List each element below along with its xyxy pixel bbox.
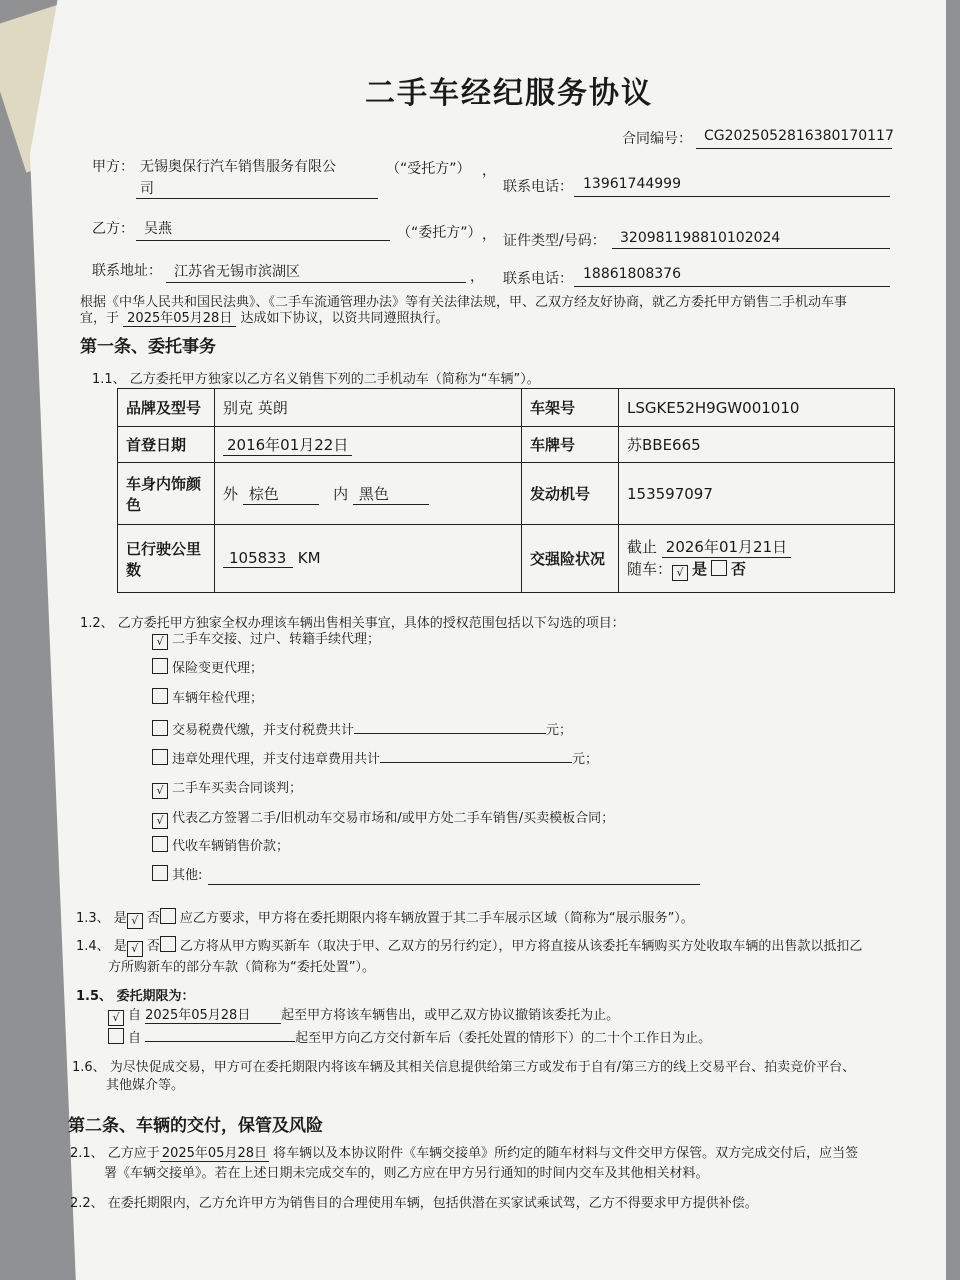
- clause-2-2: 2.2、 在委托期限内，乙方允许甲方为销售目的合理使用车辆，包括供潜在买家试乘试驾，乙方不得要求甲方提供补偿。: [70, 1196, 758, 1211]
- option-checkbox[interactable]: [152, 688, 168, 704]
- clause-2-1-prefix: 2.1、 乙方应于: [70, 1146, 160, 1161]
- party-b-label: 乙方：: [92, 221, 134, 237]
- option-label: 二手车交接、过户、转籍手续代理；: [172, 632, 381, 647]
- option-list-item: [152, 864, 202, 883]
- option-list-item: [152, 628, 380, 650]
- clause-1-3-no: 否: [146, 911, 160, 926]
- color-label: 车身内饰颜色: [118, 463, 215, 525]
- option-list-item: [152, 746, 598, 767]
- plate-label: 车牌号: [522, 427, 619, 463]
- color-cell: [215, 463, 522, 525]
- document-title: 二手车经纪服务协议: [365, 76, 653, 111]
- clause-2-1: [70, 1142, 858, 1162]
- party-a-phone-label: 联系电话：: [503, 179, 573, 195]
- other-blank-line[interactable]: [208, 884, 700, 885]
- yes-checkbox[interactable]: √: [672, 565, 688, 581]
- term-start-blank[interactable]: [145, 1025, 295, 1042]
- mileage-cell: [215, 525, 522, 593]
- mileage-unit: KM: [297, 549, 321, 567]
- clause-1-4-yes: 1.4、 是: [76, 939, 127, 954]
- vin-value: LSGKE52H9GW001010: [619, 389, 895, 427]
- option-checkbox[interactable]: √: [152, 813, 168, 829]
- option-suffix: 元；: [546, 723, 573, 738]
- engine-value: 153597097: [619, 463, 895, 525]
- comma-a: ，: [482, 163, 496, 179]
- clause-2-1-cont: 署《车辆交接单》。若在上述日期未完成交车的，则乙方应在甲方另行通知的时间内交车及其他相关材料。: [104, 1166, 709, 1181]
- clause-1-4-text: 乙方将从甲方购买新车（取决于甲、乙双方的另行约定），甲方将直接从该委托车辆购买方处收取车辆的出售款以抵扣乙: [179, 939, 863, 954]
- party-a-phone-underline: [574, 196, 890, 197]
- insurance-cell: [619, 525, 895, 593]
- intro-date: 2025年05月28日: [123, 307, 236, 327]
- intro-line-2: [80, 307, 448, 327]
- option-list-item: [152, 807, 614, 829]
- option-list-item: [152, 777, 302, 799]
- option-list-item: [152, 687, 263, 706]
- clause-2-1-date: 2025年05月28日: [160, 1142, 269, 1162]
- party-a-phone: 13961744999: [583, 176, 681, 192]
- term-option-1: [108, 1004, 619, 1026]
- option-label: 代表乙方签署二手/旧机动车交易市场和/或甲方处二手车销售/买卖模板合同；: [172, 811, 615, 826]
- party-a-name-cont: 司: [140, 181, 154, 197]
- option-checkbox[interactable]: [152, 749, 168, 765]
- option-list-item: [152, 657, 263, 676]
- table-row: [118, 525, 895, 593]
- no-label: 否: [731, 560, 747, 578]
- party-a-role: （“受托方”）: [386, 161, 471, 177]
- option-checkbox[interactable]: √: [152, 783, 168, 799]
- insurance-follow-label: 随车：: [627, 560, 673, 578]
- exterior-color: 棕色: [243, 483, 319, 505]
- table-row: [118, 389, 895, 427]
- option-checkbox[interactable]: [152, 720, 168, 736]
- party-a-label: 甲方：: [92, 159, 134, 175]
- option-label: 违章处理代理，并支付违章费用共计: [172, 752, 381, 767]
- party-b-phone-label: 联系电话：: [503, 271, 573, 287]
- option-label: 车辆年检代理；: [172, 691, 264, 706]
- option-label: 代收车辆销售价款；: [172, 839, 290, 854]
- party-b-underline: [136, 240, 390, 241]
- clause-1-3-yes-checkbox[interactable]: √: [127, 913, 143, 929]
- term-start-date: 2025年05月28日: [145, 1004, 281, 1024]
- clause-1-6: 1.6、 为尽快促成交易，甲方可在委托期限内将该车辆及其相关信息提供给第三方或发布于自有/第三方的线上交易平台、拍卖竞价平台、: [72, 1060, 856, 1075]
- clause-1-5-heading: 1.5、 委托期限为：: [76, 989, 195, 1004]
- contract-no: CG2025052816380170117: [704, 128, 894, 144]
- brand-label: 品牌及型号: [118, 389, 215, 427]
- address-label: 联系地址：: [92, 263, 162, 279]
- clause-1-3-yes: 1.3、 是: [76, 911, 127, 926]
- clause-1-3: [76, 907, 694, 929]
- clause-1-3-text: 应乙方要求，甲方将在委托期限内将车辆放置于其二手车展示区域（简称为“展示服务”）。: [179, 911, 694, 926]
- plate-value: 苏BBE665: [619, 427, 895, 463]
- yes-label: 是: [692, 560, 708, 578]
- article-2-heading: 第二条、车辆的交付，保管及风险: [68, 1116, 323, 1136]
- intro-line-1: 根据《中华人民共和国民法典》、《二手车流通管理办法》等有关法律法规，甲、乙双方经友好协商，就乙方委托甲方销售二手机动车事: [80, 295, 848, 310]
- clause-1-1: 1.1、 乙方委托甲方独家以乙方名义销售下列的二手机动车（简称为“车辆”）。: [92, 372, 540, 387]
- option-list-item: [152, 717, 572, 738]
- table-row: [118, 427, 895, 463]
- brand-value: 别克 英朗: [215, 389, 522, 427]
- party-b-phone-underline: [574, 286, 890, 287]
- option-checkbox[interactable]: [152, 658, 168, 674]
- option-label: 交易税费代缴，并支付税费共计: [172, 723, 355, 738]
- interior-prefix: 内: [333, 484, 349, 503]
- engine-label: 发动机号: [522, 463, 619, 525]
- party-b-id: 320981198810102024: [620, 230, 781, 246]
- term-checkbox[interactable]: √: [108, 1010, 124, 1026]
- option-suffix: 元；: [572, 752, 599, 767]
- clause-2-1-text: 将车辆以及本协议附件《车辆交接单》所约定的随车材料与文件交甲方保管。双方完成交付后，应当签: [273, 1146, 859, 1161]
- mileage-label: 已行驶公里数: [118, 525, 215, 593]
- vin-label: 车架号: [522, 389, 619, 427]
- clause-1-4-no: 否: [146, 939, 160, 954]
- tax-amount-blank[interactable]: [354, 717, 546, 734]
- article-1-heading: 第一条、委托事务: [80, 337, 216, 357]
- term-option-2: [108, 1025, 711, 1046]
- term-checkbox[interactable]: [108, 1028, 124, 1044]
- interior-color: 黑色: [353, 483, 429, 505]
- comma-b: ，: [482, 227, 496, 243]
- intro-prefix: 宜，于: [80, 311, 120, 326]
- party-b-id-underline: [612, 248, 890, 249]
- reg-date-cell: [215, 427, 522, 463]
- party-b-id-label: 证件类型/号码：: [503, 233, 606, 249]
- term-from: 自: [128, 1031, 142, 1046]
- party-b-phone: 18861808376: [583, 266, 681, 282]
- party-a-name: 无锡奥保行汽车销售服务有限公: [140, 159, 336, 175]
- clause-1-3-no-checkbox[interactable]: [160, 908, 176, 924]
- option-label: 二手车买卖合同谈判；: [172, 781, 303, 796]
- comma-c: ，: [470, 269, 484, 285]
- party-b-address: 江苏省无锡市滨湖区: [174, 264, 300, 280]
- party-a-underline: [136, 198, 378, 199]
- insurance-until-date: 2026年01月21日: [662, 536, 791, 558]
- clause-1-4-cont: 方所购新车的部分车款（简称为“委托处置”）。: [108, 960, 375, 975]
- mileage-value: 105833: [223, 549, 293, 568]
- option-list-item: [152, 835, 289, 854]
- contract-no-label: 合同编号：: [622, 131, 692, 147]
- term-text-2: 起至甲方向乙方交付新车后（委托处置的情形下）的二十个工作日为止。: [295, 1031, 712, 1046]
- option-checkbox[interactable]: [152, 865, 168, 881]
- party-b-role: （“委托方”）: [397, 225, 482, 241]
- violation-amount-blank[interactable]: [380, 746, 572, 763]
- party-b-name: 吴燕: [144, 221, 172, 237]
- clause-1-4: [76, 935, 862, 957]
- contract-no-underline: [696, 148, 892, 149]
- option-checkbox[interactable]: [152, 836, 168, 852]
- reg-date-label: 首登日期: [118, 427, 215, 463]
- term-text-1: 起至甲方将该车辆售出，或甲乙双方协议撤销该委托为止。: [281, 1008, 620, 1023]
- term-from: 自: [128, 1008, 142, 1023]
- option-label: 其他:: [172, 868, 203, 883]
- exterior-prefix: 外: [223, 484, 239, 503]
- option-checkbox[interactable]: √: [152, 634, 168, 650]
- table-row: [118, 463, 895, 525]
- clause-1-4-no-checkbox[interactable]: [160, 936, 176, 952]
- clause-1-2: 1.2、 乙方委托甲方独家全权办理该车辆出售相关事宜，具体的授权范围包括以下勾选的项目：: [80, 616, 625, 631]
- insurance-until-prefix: 截止: [627, 538, 658, 556]
- vehicle-table: [117, 388, 895, 593]
- insurance-label: 交强险状况: [522, 525, 619, 593]
- address-underline: [166, 282, 466, 283]
- clause-1-6-cont: 其他媒介等。: [106, 1078, 185, 1093]
- no-checkbox[interactable]: [711, 560, 727, 576]
- clause-1-4-yes-checkbox[interactable]: √: [127, 941, 143, 957]
- reg-date-value: 2016年01月22日: [223, 434, 352, 456]
- intro-suffix: 达成如下协议，以资共同遵照执行。: [240, 311, 449, 326]
- option-label: 保险变更代理；: [172, 661, 264, 676]
